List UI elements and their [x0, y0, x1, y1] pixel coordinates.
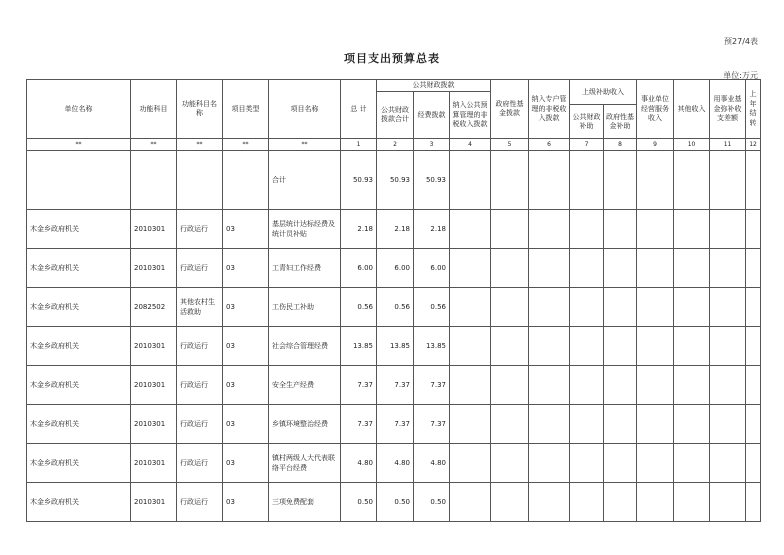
empty-cell: [674, 210, 710, 249]
empty-cell: [450, 444, 491, 483]
func-subject-cell: 行政运行: [177, 483, 223, 522]
document-title: 项目支出预算总表: [344, 52, 440, 65]
column-index-cell: 2: [377, 139, 414, 151]
func-subject-cell: 行政运行: [177, 249, 223, 288]
empty-cell: [450, 366, 491, 405]
budget-cell: 7.37: [414, 405, 450, 444]
column-index-cell: **: [177, 139, 223, 151]
public-total-cell: 4.80: [377, 444, 414, 483]
empty-cell: [570, 249, 604, 288]
project-name-cell: 社会综合管理经费: [269, 327, 341, 366]
empty-cell: [450, 483, 491, 522]
unit-name-cell: 木金乡政府机关: [27, 483, 131, 522]
empty-cell: [529, 366, 570, 405]
empty-cell: [746, 288, 761, 327]
public-total-cell: 2.18: [377, 210, 414, 249]
empty-cell: [529, 249, 570, 288]
empty-cell: [570, 405, 604, 444]
empty-cell: [604, 405, 637, 444]
project-type-cell: 03: [223, 483, 269, 522]
func-code-cell: 2010301: [131, 366, 177, 405]
empty-cell: [570, 444, 604, 483]
column-index-cell: **: [27, 139, 131, 151]
table-row: [27, 483, 761, 522]
column-index-cell: **: [223, 139, 269, 151]
empty-cell: [570, 483, 604, 522]
empty-cell: [450, 327, 491, 366]
project-name-cell: 工青妇工作经费: [269, 249, 341, 288]
header-special-nontax: 纳入专户管理的非税收入拨款: [529, 80, 570, 139]
form-code: 预27/4表: [724, 37, 758, 46]
empty-cell: [604, 483, 637, 522]
unit-label: 单位:万元: [723, 71, 758, 80]
empty-cell: [604, 249, 637, 288]
project-type-cell: 03: [223, 366, 269, 405]
column-index-cell: 8: [604, 139, 637, 151]
empty-cell: [637, 366, 674, 405]
header-other-income: 其他收入: [674, 80, 710, 139]
empty-cell: [746, 366, 761, 405]
column-index-cell: 10: [674, 139, 710, 151]
empty-cell: [529, 327, 570, 366]
header-func-subject: 功能科目: [131, 80, 177, 139]
table-row: [27, 405, 761, 444]
column-index-cell: **: [269, 139, 341, 151]
header-business-income: 事业单位经营服务收入: [637, 80, 674, 139]
total-budget: 50.93: [414, 151, 450, 210]
project-name-cell: 安全生产经费: [269, 366, 341, 405]
unit-name-cell: 木金乡政府机关: [27, 210, 131, 249]
func-subject-cell: 行政运行: [177, 444, 223, 483]
header-reserve-fund: 用事业基金弥补收支差额: [710, 80, 746, 139]
empty-cell: [637, 249, 674, 288]
empty-cell: [637, 288, 674, 327]
header-func-subject-name: 功能科目名称: [177, 80, 223, 139]
empty-cell: [450, 210, 491, 249]
empty-cell: [674, 483, 710, 522]
public-total-cell: 13.85: [377, 327, 414, 366]
empty-cell: [604, 366, 637, 405]
empty-cell: [637, 327, 674, 366]
empty-cell: [570, 327, 604, 366]
empty-cell: [746, 483, 761, 522]
unit-name-cell: 木金乡政府机关: [27, 288, 131, 327]
header-superior-public: 公共财政补助: [570, 105, 604, 139]
project-name-cell: 乡镇环境整治经费: [269, 405, 341, 444]
column-index-cell: 5: [491, 139, 529, 151]
project-type-cell: 03: [223, 288, 269, 327]
header-total: 总 计: [341, 80, 377, 139]
empty-cell: [674, 366, 710, 405]
column-index-cell: **: [131, 139, 177, 151]
empty-cell: [450, 405, 491, 444]
empty-cell: [570, 366, 604, 405]
func-code-cell: 2010301: [131, 444, 177, 483]
empty-cell: [746, 405, 761, 444]
column-index-cell: 3: [414, 139, 450, 151]
empty-cell: [491, 483, 529, 522]
total-cell: 2.18: [341, 210, 377, 249]
empty-cell: [570, 288, 604, 327]
empty-cell: [491, 288, 529, 327]
total-label: 合计: [269, 151, 341, 210]
empty-cell: [710, 249, 746, 288]
unit-name-cell: 木金乡政府机关: [27, 366, 131, 405]
header-project-name: 项目名称: [269, 80, 341, 139]
empty-cell: [570, 210, 604, 249]
budget-cell: 13.85: [414, 327, 450, 366]
column-index-cell: 12: [746, 139, 761, 151]
empty-cell: [710, 327, 746, 366]
total-cell: 6.00: [341, 249, 377, 288]
empty-cell: [637, 405, 674, 444]
budget-cell: 2.18: [414, 210, 450, 249]
empty-cell: [710, 405, 746, 444]
unit-name-cell: 木金乡政府机关: [27, 405, 131, 444]
empty-cell: [710, 483, 746, 522]
empty-cell: [450, 288, 491, 327]
total-row: [27, 151, 761, 210]
empty-cell: [637, 483, 674, 522]
column-index-cell: 11: [710, 139, 746, 151]
empty-cell: [674, 327, 710, 366]
project-type-cell: 03: [223, 405, 269, 444]
empty-cell: [491, 444, 529, 483]
header-project-type: 项目类型: [223, 80, 269, 139]
empty-cell: [710, 366, 746, 405]
empty-cell: [710, 210, 746, 249]
empty-cell: [529, 483, 570, 522]
empty-cell: [604, 210, 637, 249]
func-code-cell: 2010301: [131, 210, 177, 249]
project-name-cell: 工伤民工补助: [269, 288, 341, 327]
empty-cell: [674, 444, 710, 483]
empty-cell: [529, 210, 570, 249]
table-row: [27, 444, 761, 483]
empty-cell: [637, 210, 674, 249]
table-row: [27, 327, 761, 366]
project-name-cell: 基层统计达标经费及统计员补贴: [269, 210, 341, 249]
total-cell: 7.37: [341, 405, 377, 444]
header-gov-fund: 政府性基金拨款: [491, 80, 529, 139]
budget-cell: 4.80: [414, 444, 450, 483]
column-index-cell: 1: [341, 139, 377, 151]
empty-cell: [529, 405, 570, 444]
column-index-cell: 7: [570, 139, 604, 151]
budget-table: [26, 79, 761, 522]
header-superior-gov-fund: 政府性基金补助: [604, 105, 637, 139]
func-code-cell: 2010301: [131, 327, 177, 366]
column-index-cell: 6: [529, 139, 570, 151]
header-public-finance-total: 公共财政拨款合计: [377, 92, 414, 139]
header-carryover: 上年结转: [746, 80, 761, 139]
unit-name-cell: 木金乡政府机关: [27, 249, 131, 288]
budget-cell: 0.50: [414, 483, 450, 522]
func-code-cell: 2010301: [131, 249, 177, 288]
budget-cell: 0.56: [414, 288, 450, 327]
empty-cell: [746, 327, 761, 366]
column-index-row: [27, 139, 761, 151]
func-subject-cell: 行政运行: [177, 366, 223, 405]
public-total-cell: 6.00: [377, 249, 414, 288]
unit-name-cell: 木金乡政府机关: [27, 444, 131, 483]
public-total-cell: 0.50: [377, 483, 414, 522]
empty-cell: [604, 444, 637, 483]
budget-cell: 7.37: [414, 366, 450, 405]
func-code-cell: 2010301: [131, 405, 177, 444]
project-type-cell: 03: [223, 210, 269, 249]
public-total-cell: 7.37: [377, 405, 414, 444]
empty-cell: [674, 288, 710, 327]
project-type-cell: 03: [223, 327, 269, 366]
total-cell: 7.37: [341, 366, 377, 405]
empty-cell: [637, 444, 674, 483]
project-name-cell: 镇村两级人大代表联络平台经费: [269, 444, 341, 483]
func-subject-cell: 行政运行: [177, 405, 223, 444]
unit-name-cell: 木金乡政府机关: [27, 327, 131, 366]
empty-cell: [491, 327, 529, 366]
func-code-cell: 2010301: [131, 483, 177, 522]
empty-cell: [710, 288, 746, 327]
total-cell: 4.80: [341, 444, 377, 483]
header-budget-funds: 经费拨款: [414, 92, 450, 139]
total-cell: 0.50: [341, 483, 377, 522]
total-public: 50.93: [377, 151, 414, 210]
empty-cell: [450, 249, 491, 288]
empty-cell: [674, 249, 710, 288]
project-type-cell: 03: [223, 249, 269, 288]
func-code-cell: 2082502: [131, 288, 177, 327]
budget-cell: 6.00: [414, 249, 450, 288]
empty-cell: [491, 366, 529, 405]
empty-cell: [604, 327, 637, 366]
empty-cell: [491, 249, 529, 288]
empty-cell: [604, 288, 637, 327]
header-nontax-income: 纳入公共预算管理的非税收入拨款: [450, 92, 491, 139]
func-subject-cell: 行政运行: [177, 327, 223, 366]
project-name-cell: 三项免费配套: [269, 483, 341, 522]
public-total-cell: 0.56: [377, 288, 414, 327]
header-superior-group: 上级补助收入: [570, 80, 637, 105]
header-unit-name: 单位名称: [27, 80, 131, 139]
project-type-cell: 03: [223, 444, 269, 483]
header-public-finance-group: 公共财政拨款: [377, 80, 491, 92]
empty-cell: [674, 405, 710, 444]
column-index-cell: 9: [637, 139, 674, 151]
func-subject-cell: 行政运行: [177, 210, 223, 249]
func-subject-cell: 其他农村生活救助: [177, 288, 223, 327]
empty-cell: [746, 444, 761, 483]
empty-cell: [491, 210, 529, 249]
total-cell: 0.56: [341, 288, 377, 327]
public-total-cell: 7.37: [377, 366, 414, 405]
empty-cell: [710, 444, 746, 483]
table-row: [27, 249, 761, 288]
table-row: [27, 366, 761, 405]
empty-cell: [529, 444, 570, 483]
empty-cell: [491, 405, 529, 444]
table-row: [27, 288, 761, 327]
total-cell: 13.85: [341, 327, 377, 366]
table-row: [27, 210, 761, 249]
column-index-cell: 4: [450, 139, 491, 151]
empty-cell: [746, 210, 761, 249]
total-sum: 50.93: [341, 151, 377, 210]
empty-cell: [529, 288, 570, 327]
empty-cell: [746, 249, 761, 288]
